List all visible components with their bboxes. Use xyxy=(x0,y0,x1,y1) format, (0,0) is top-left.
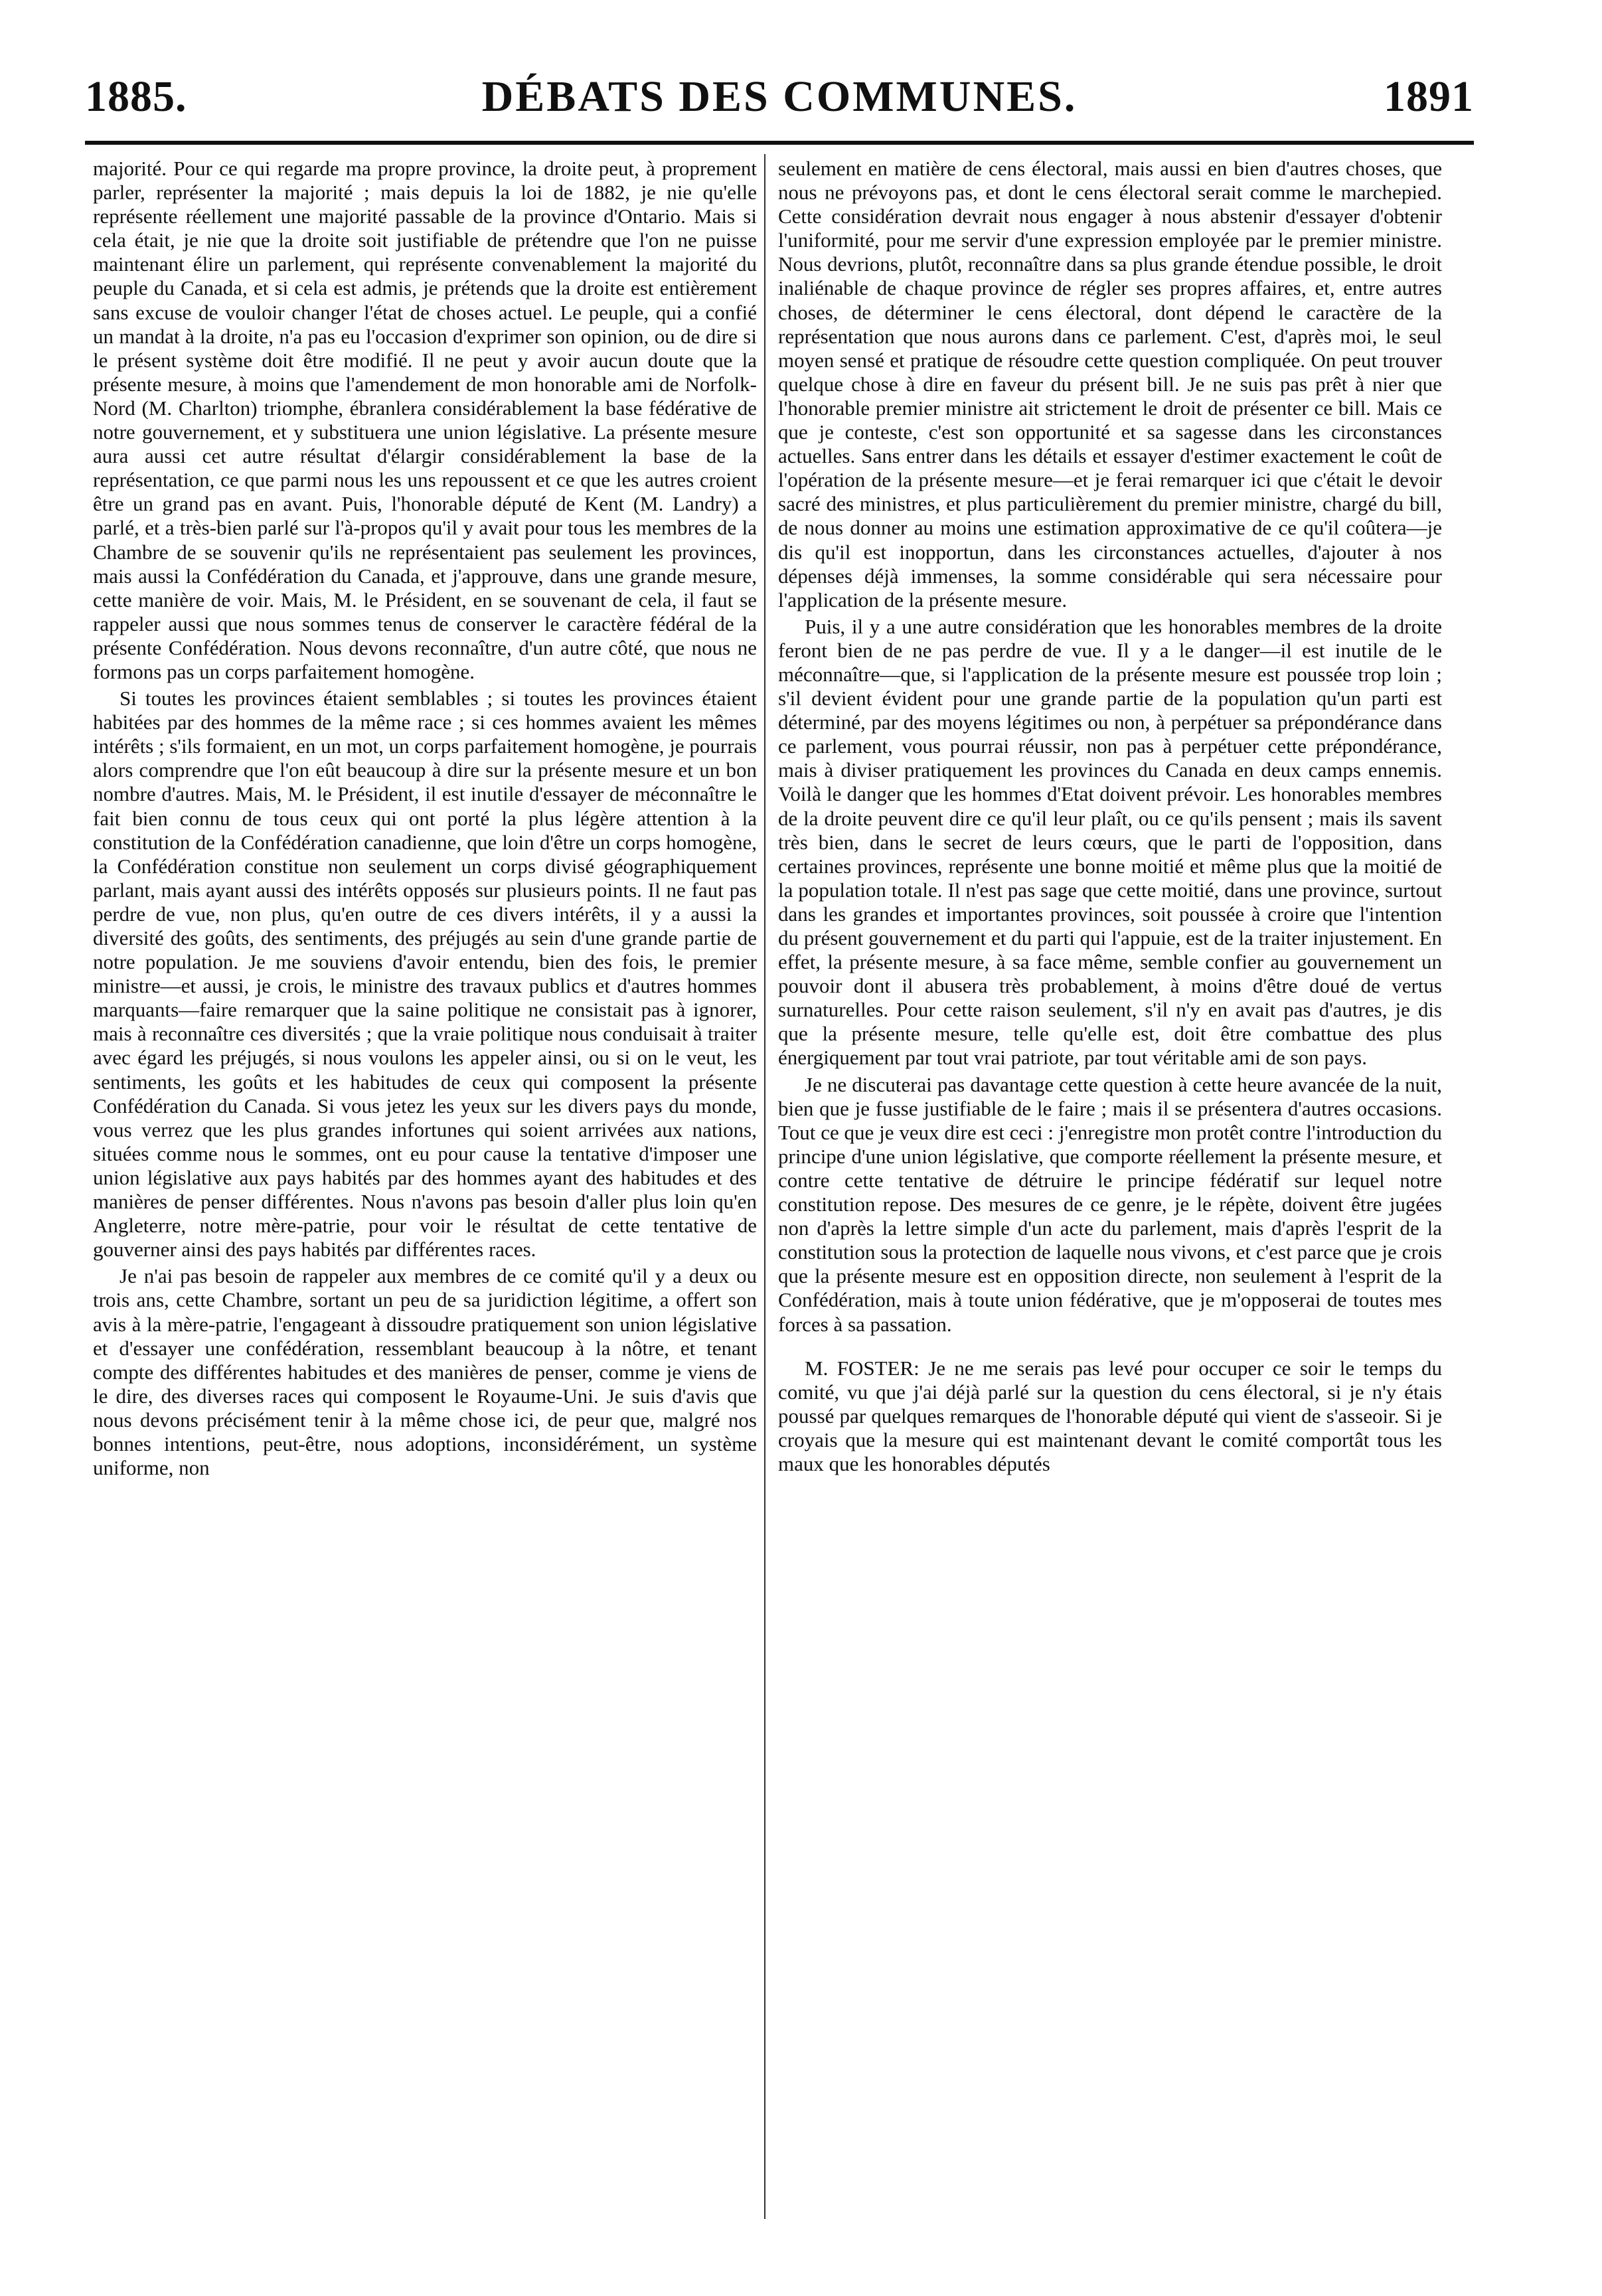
paragraph: Puis, il y a une autre considération que les honorables membres de la droite feront bien de ne pas perdre de vue. Il y a le danger—il est inutile de le méconnaître—que, si l'application de la présente mesure est poussée trop loin ; s'il devient évident pour une grande partie de la population qu'un parti est déterminé, par des moyens légitimes ou non, à perpétuer sa prépondérance dans ce parlement, vous pourrai réussir, non pas à perpétuer cette prépondérance, mais à diviser pratiquement les provinces du Canada en deux camps ennemis. Voilà le danger que les hommes d'Etat doivent prévoir. Les honorables membres de la droite peuvent dire ce qu'il leur plaît, ou ce qu'ils pensent ; mais ils savent très bien, dans le secret de leurs cœurs, que le parti de l'opposition, dans certaines provinces, représente une bonne moitié et même plus que la moitié de la population totale. Il n'est pas sage que cette moitié, dans une province, surtout dans les grandes et importantes provinces, soit poussée à croire que l'intention du présent gouvernement et du parti qui l'appuie, est de la traiter injustement. En effet, la présente mesure, à sa face même, semble confier au gouvernement un pouvoir dont il abusera très probablement, à moins d'être doué de vertus surnaturelles. Pour cette raison seulement, s'il n'y en avait pas d'autres, je dis que la présente mesure, telle qu'elle est, doit être combattue des plus énergiquement par tout vrai patriote, par tout véritable ami de son pays. xyxy=(778,614,1442,1070)
paragraph: seulement en matière de cens électoral, mais aussi en bien d'autres choses, que nous ne prévoyons pas, et dont le cens électoral serait comme le marchepied. Cette considération devrait nous engager à nous abstenir d'essayer d'obtenir l'uniformité, pour me servir d'une expression employée par le premier ministre. Nous devrions, plutôt, reconnaître dans sa plus grande étendue possible, le droit inaliénable de chaque province de régler ses propres affaires, et, entre autres choses, de déterminer le cens électoral, dont dépend le caractère de la représentation que nous aurons dans ce parlement. C'est, d'après moi, le seul moyen sensé et pratique de résoudre cette question compliquée. On peut trouver quelque chose à dire en faveur du présent bill. Je ne suis pas prêt à nier que l'honorable premier ministre ait strictement le droit de présenter ce bill. Mais ce que je conteste, c'est son opportunité et sa sagesse dans les circonstances actuelles. Sans entrer dans les détails et essayer d'estimer exactement le coût de l'opération de la présente mesure—et je ferai remarquer ici que c'était le devoir sacré des ministres, et plus particulièrement du premier ministre, chargé du bill, de nous donner au moins une estimation approximative de ce qu'il coûtera—je dis qu'il est inopportun, dans les circonstances actuelles, d'ajouter à nos dépenses déjà immenses, la somme considérable qui sera nécessaire pour l'application de la présente mesure. xyxy=(778,157,1442,612)
header-year: 1885. xyxy=(85,72,187,121)
left-column xyxy=(93,157,757,2215)
speech-paragraph xyxy=(778,1356,1442,1476)
paragraph: majorité. Pour ce qui regarde ma propre province, la droite peut, à proprement parler, représenter la majorité ; mais depuis la loi de 1882, je nie qu'elle représente réellement une majorité passable de la province d'Ontario. Mais si cela était, je nie que la droite soit justifiable de prétendre que l'on ne puisse maintenant élire un parlement, qui représente convenablement la majorité du peuple du Canada, et si cela est admis, je prétends que la droite est entièrement sans excuse de vouloir changer l'état de choses actuel. Le peuple, qui a confié un mandat à la droite, n'a pas eu l'occasion d'exprimer son opinion, ou de dire si le présent système doit être modifié. Il ne peut y avoir aucun doute que la présente mesure, à moins que l'amendement de mon honorable ami de Norfolk-Nord (M. Charlton) triomphe, ébranlera considérablement la base fédérative de notre gouvernement, et y substituera une union législative. La présente mesure aura aussi cet autre résultat d'élargir considérablement la base de la représentation, ce que parmi nous les uns repoussent et ce que les autres croient être un grand pas en avant. Puis, l'honorable député de Kent (M. Landry) a parlé, et a très-bien parlé sur l'à-propos qu'il y avait pour tous les membres de la Chambre de se souvenir qu'ils ne représentaient pas seulement les provinces, mais aussi la Confédération du Canada, et j'approuve, dans une grande mesure, cette manière de voir. Mais, M. le Président, en se souvenant de cela, il faut se rappeler aussi que nous sommes tenus de conserver le caractère fédéral de la présente Confédération. Nous devons reconnaître, d'un autre côté, que nous ne formons pas un corps parfaitement homogène. xyxy=(93,157,757,683)
page-header xyxy=(85,72,1474,131)
page-number: 1891 xyxy=(1384,72,1474,121)
right-column xyxy=(778,157,1442,2215)
header-rule xyxy=(85,141,1474,145)
paragraph: Je n'ai pas besoin de rappeler aux membres de ce comité qu'il y a deux ou trois ans, cette Chambre, sortant un peu de sa juridiction légitime, a offert son avis à la mère-patrie, l'engageant à dissoudre pratiquement son union législative et d'essayer une confédération, ressemblant beaucoup à la nôtre, et tenant compte des différentes habitudes et des manières de penser, comme je viens de le dire, des diverses races qui composent le Royaume-Uni. Je suis d'avis que nous devons précisément tenir à la même chose ici, de peur que, malgré nos bonnes intentions, peut-être, nous adoptions, inconsidérément, un système uniforme, non xyxy=(93,1264,757,1480)
page-title: DÉBATS DES COMMUNES. xyxy=(481,72,1078,121)
paragraph: Je ne discuterai pas davantage cette question à cette heure avancée de la nuit, bien que je fusse justifiable de le faire ; mais il se présentera d'autres occasions. Tout ce que je veux dire est ceci : j'enregistre mon protêt contre l'introduction du principe d'une union législative, que comporte réellement la présente mesure, et contre cette tentative de détruire le principe fédératif sur lequel notre constitution repose. Des mesures de ce genre, je le répète, doivent être jugées non d'après la lettre simple d'un acte du parlement, mais d'après l'esprit de la constitution sous la protection de laquelle nous vivons, et c'est parce que je crois que la présente mesure est en opposition directe, non seulement à l'esprit de la Confédération, mais à toute union fédérative, que je m'opposerai de toutes mes forces à sa passation. xyxy=(778,1072,1442,1336)
paragraph: Si toutes les provinces étaient semblables ; si toutes les provinces étaient habitées par des hommes de la même race ; si ces hommes avaient les mêmes intérêts ; s'ils formaient, en un mot, un corps parfaitement homogène, je pourrais alors comprendre que l'on eût beaucoup à dire sur la présente mesure et un bon nombre d'autres. Mais, M. le Président, il est inutile d'essayer de méconnaître le fait bien connu de tous ceux qui ont porté la plus légère attention à la constitution de la Confédération canadienne, que loin d'être un corps homogène, la Confédération constitue non seulement un corps divisé géographiquement parlant, mais ayant aussi des intérêts opposés sur plusieurs points. Il ne faut pas perdre de vue, non plus, qu'en outre de ces divers intérêts, il y a aussi la diversité des goûts, des sentiments, des préjugés au sein d'une grande partie de notre population. Je me souviens d'avoir entendu, bien des fois, le premier ministre—et aussi, je crois, le ministre des travaux publics et d'autres hommes marquants—faire remarquer que la saine politique ne consistait pas à ignorer, mais à reconnaître ces diversités ; que la vraie politique nous conduisait à traiter avec égard les préjugés, si nous voulons les appeler ainsi, ou si on le veut, les sentiments, les goûts et les habitudes de ceux qui composent la présente Confédération du Canada. Si vous jetez les yeux sur les divers pays du monde, vous verrez que les plus grandes infortunes qui soient arrivées aux nations, situées comme nous le sommes, ont eu pour cause la tentative d'imposer une union législative aux pays habités par des hommes ayant des habitudes et des manières de penser différentes. Nous n'avons pas besoin d'aller plus loin qu'en Angleterre, notre mère-patrie, pour voir le résultat de cette tentative de gouverner ainsi des pays habités par différentes races. xyxy=(93,687,757,1262)
speech-text: Je ne me serais pas levé pour occuper ce soir le temps du comité, vu que j'ai déjà parlé sur la question du cens électoral, si je n'y étais poussé par quelques remarques de l'honorable député qui vient de s'asseoir. Si je croyais que la mesure qui est maintenant devant le comité comportât tous les maux que les honorables députés xyxy=(778,1356,1442,1475)
column-divider xyxy=(764,154,765,2219)
speaker-name: M. FOSTER: xyxy=(805,1356,920,1380)
